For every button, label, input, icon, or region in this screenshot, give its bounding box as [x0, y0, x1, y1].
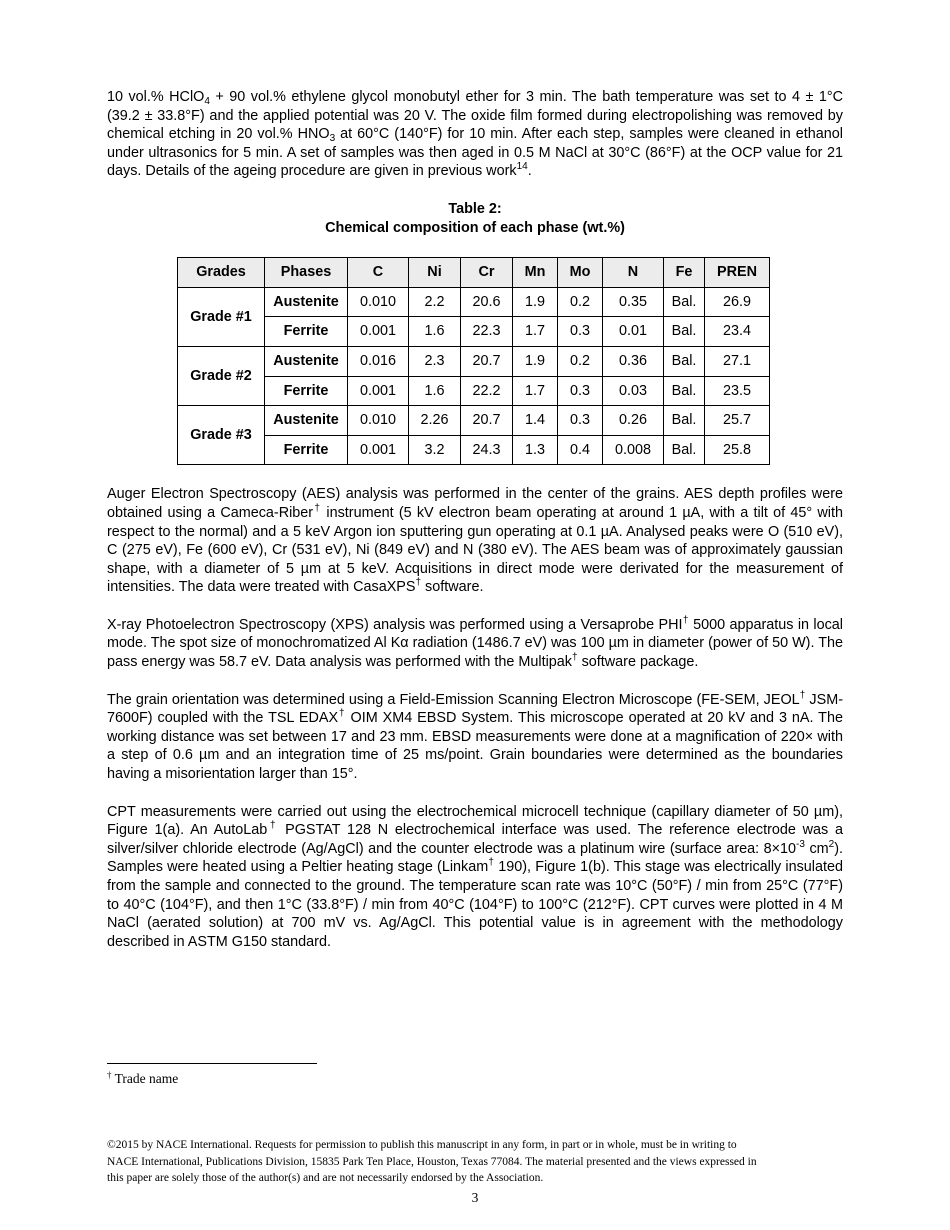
- value-cell: Bal.: [664, 406, 705, 436]
- table-caption-number: Table 2:: [448, 200, 502, 217]
- header-cell: PREN: [705, 258, 770, 288]
- header-cell: C: [348, 258, 409, 288]
- header-cell: Mo: [558, 258, 603, 288]
- footnote-mark: †: [107, 1070, 112, 1080]
- value-cell: 1.9: [513, 287, 558, 317]
- value-cell: 0.001: [348, 317, 409, 347]
- value-cell: 20.7: [461, 406, 513, 436]
- phase-cell: Ferrite: [265, 317, 348, 347]
- table-row: [178, 406, 770, 436]
- table-row: [178, 346, 770, 376]
- phase-cell: Ferrite: [265, 435, 348, 465]
- value-cell: 25.7: [705, 406, 770, 436]
- value-cell: 2.3: [409, 346, 461, 376]
- paragraph-electropolishing: 10 vol.% HClO$_4$ + 90 vol.% ethylene glycol monobutyl ether for 3 min. The bath temperature was set to 4 ± 1°C (39.2 ± 33.8°F) and the applied potential was 20 V. The oxide film formed during electropolishing was removed by chemical etching in 20 vol.% $HNO_3$ at 60°C (140°F) for 10 min. After each step, samples were cleaned in ethanol under ultrasonics for 5 min. A set of samples was then aged in 0.5 M NaCl at 30°C (86°F) at the OCP value for 21 days. Details of the ageing procedure are given in previous work$^{14}$.: [107, 89, 844, 180]
- value-cell: 2.26: [409, 406, 461, 436]
- grade-cell: Grade #2: [178, 346, 265, 405]
- table-row: [178, 287, 770, 317]
- value-cell: 0.001: [348, 376, 409, 406]
- value-cell: 23.5: [705, 376, 770, 406]
- value-cell: 1.9: [513, 346, 558, 376]
- value-cell: 27.1: [705, 346, 770, 376]
- paragraph-ebsd: The grain orientation was determined using a Field-Emission Scanning Electron Microscope (FE-SEM, JEOL† JSM-7600F) coupled with the TSL EDAX† OIM XM4 EBSD System. This microscope operated at 20 kV and 3 nA. The working distance was set between 17 and 23 mm. EBSD measurements were done at a magnification of 220× with a step of 0.6 µm and an integration time of 25 ms/point. Grain boundaries were determined as the boundaries having a misorientation larger than 15°.: [107, 689, 843, 783]
- value-cell: Bal.: [664, 435, 705, 465]
- grade-cell: Grade #3: [178, 406, 265, 465]
- table-row: [178, 317, 770, 347]
- header-cell: Ni: [409, 258, 461, 288]
- value-cell: 0.016: [348, 346, 409, 376]
- grade-cell: Grade #1: [178, 287, 265, 346]
- composition-table: [177, 257, 770, 465]
- value-cell: Bal.: [664, 376, 705, 406]
- value-cell: 20.6: [461, 287, 513, 317]
- paragraph-aes: Auger Electron Spectroscopy (AES) analysis was performed in the center of the grains. AES depth profiles were obtained using a Cameca-Riber† instrument (5 kV electron beam operating at around 1 µA, with a tilt of 45° with respect to the normal) and a 5 keV Argon ion sputtering gun operating at 0.1 µA. Analysed peaks were O (510 eV), C (275 eV), Fe (600 eV), Cr (531 eV), Ni (849 eV) and N (380 eV). The AES beam was of approximately gaussian shape, with a diameter of 5 µm at 5 keV. Acquisitions in direct mode were derivated for the measurement of intensities. The data were treated with CasaXPS† software.: [107, 486, 843, 596]
- value-cell: 3.2: [409, 435, 461, 465]
- value-cell: 0.4: [558, 435, 603, 465]
- value-cell: 26.9: [705, 287, 770, 317]
- value-cell: 0.35: [603, 287, 664, 317]
- table-row: [178, 435, 770, 465]
- footnote-divider: [107, 1063, 317, 1064]
- phase-cell: Austenite: [265, 287, 348, 317]
- footnote: [107, 1071, 178, 1087]
- table-caption-title: Chemical composition of each phase (wt.%): [325, 219, 625, 236]
- table-row: [178, 376, 770, 406]
- value-cell: 23.4: [705, 317, 770, 347]
- value-cell: 0.010: [348, 287, 409, 317]
- value-cell: 1.6: [409, 317, 461, 347]
- value-cell: 0.3: [558, 317, 603, 347]
- page-number: 3: [471, 1190, 479, 1205]
- header-cell: Mn: [513, 258, 558, 288]
- value-cell: 1.3: [513, 435, 558, 465]
- phase-cell: Ferrite: [265, 376, 348, 406]
- table-header-row: [178, 258, 770, 288]
- paragraph-xps: X-ray Photoelectron Spectroscopy (XPS) analysis was performed using a Versaprobe PHI† 5000 apparatus in local mode. The spot size of monochromatized Al Kα radiation (1486.7 eV) was 100 µm in diameter (power of 50 W). The pass energy was 58.7 eV. Data analysis was performed with the Multipak† software package.: [107, 614, 844, 671]
- phase-cell: Austenite: [265, 346, 348, 376]
- header-cell: N: [603, 258, 664, 288]
- value-cell: 1.4: [513, 406, 558, 436]
- value-cell: 20.7: [461, 346, 513, 376]
- value-cell: 0.36: [603, 346, 664, 376]
- value-cell: 0.2: [558, 287, 603, 317]
- value-cell: 2.2: [409, 287, 461, 317]
- value-cell: 0.001: [348, 435, 409, 465]
- value-cell: 0.3: [558, 376, 603, 406]
- value-cell: Bal.: [664, 317, 705, 347]
- page-body: [107, 88, 843, 970]
- value-cell: Bal.: [664, 346, 705, 376]
- header-cell: Fe: [664, 258, 705, 288]
- value-cell: 24.3: [461, 435, 513, 465]
- value-cell: Bal.: [664, 287, 705, 317]
- footnote-text: Trade name: [111, 1071, 179, 1086]
- value-cell: 0.008: [603, 435, 664, 465]
- value-cell: 1.6: [409, 376, 461, 406]
- value-cell: 25.8: [705, 435, 770, 465]
- value-cell: 1.7: [513, 376, 558, 406]
- value-cell: 0.3: [558, 406, 603, 436]
- phase-cell: Austenite: [265, 406, 348, 436]
- value-cell: 0.03: [603, 376, 664, 406]
- value-cell: 0.01: [603, 317, 664, 347]
- header-cell: Grades: [178, 258, 265, 288]
- copyright-notice: ©2015 by NACE International. Requests for permission to publish this manuscript in any form, in part or in whole, must be in writing to NACE International, Publications Division, 15835 Park Ten Place, Houston, Texas 77084. The material presented and the views expressed in this paper are solely those of the author(s) and are not necessarily endorsed by the Association.: [107, 1139, 757, 1184]
- header-cell: Phases: [265, 258, 348, 288]
- value-cell: 22.3: [461, 317, 513, 347]
- table-caption: [107, 200, 843, 237]
- value-cell: 1.7: [513, 317, 558, 347]
- header-cell: Cr: [461, 258, 513, 288]
- value-cell: 0.010: [348, 406, 409, 436]
- paragraph-cpt: CPT measurements were carried out using the electrochemical microcell technique (capillary diameter of 50 µm), Figure 1(a). An AutoLab† PGSTAT 128 N electrochemical interface was used. The reference electrode was a silver/silver chloride electrode (Ag/AgCl) and the counter electrode was a platinum wire (surface area: $8\times 10^{-3}$ $cm^2$). Samples were heated using a Peltier heating stage (Linkam† 190), Figure 1(b). This stage was electrically insulated from the sample and connected to the ground. The temperature scan rate was 10°C (50°F) / min from 25°C (77°F) to 40°C (104°F), and then 1°C (33.8°F) / min from 40°C (104°F) to 100°C (212°F). CPT curves were plotted in 4 M NaCl (aerated solution) at 700 mV vs. Ag/AgCl. This potential value is in agreement with the methodology described in ASTM G150 standard.: [107, 803, 844, 950]
- value-cell: 0.26: [603, 406, 664, 436]
- value-cell: 22.2: [461, 376, 513, 406]
- value-cell: 0.2: [558, 346, 603, 376]
